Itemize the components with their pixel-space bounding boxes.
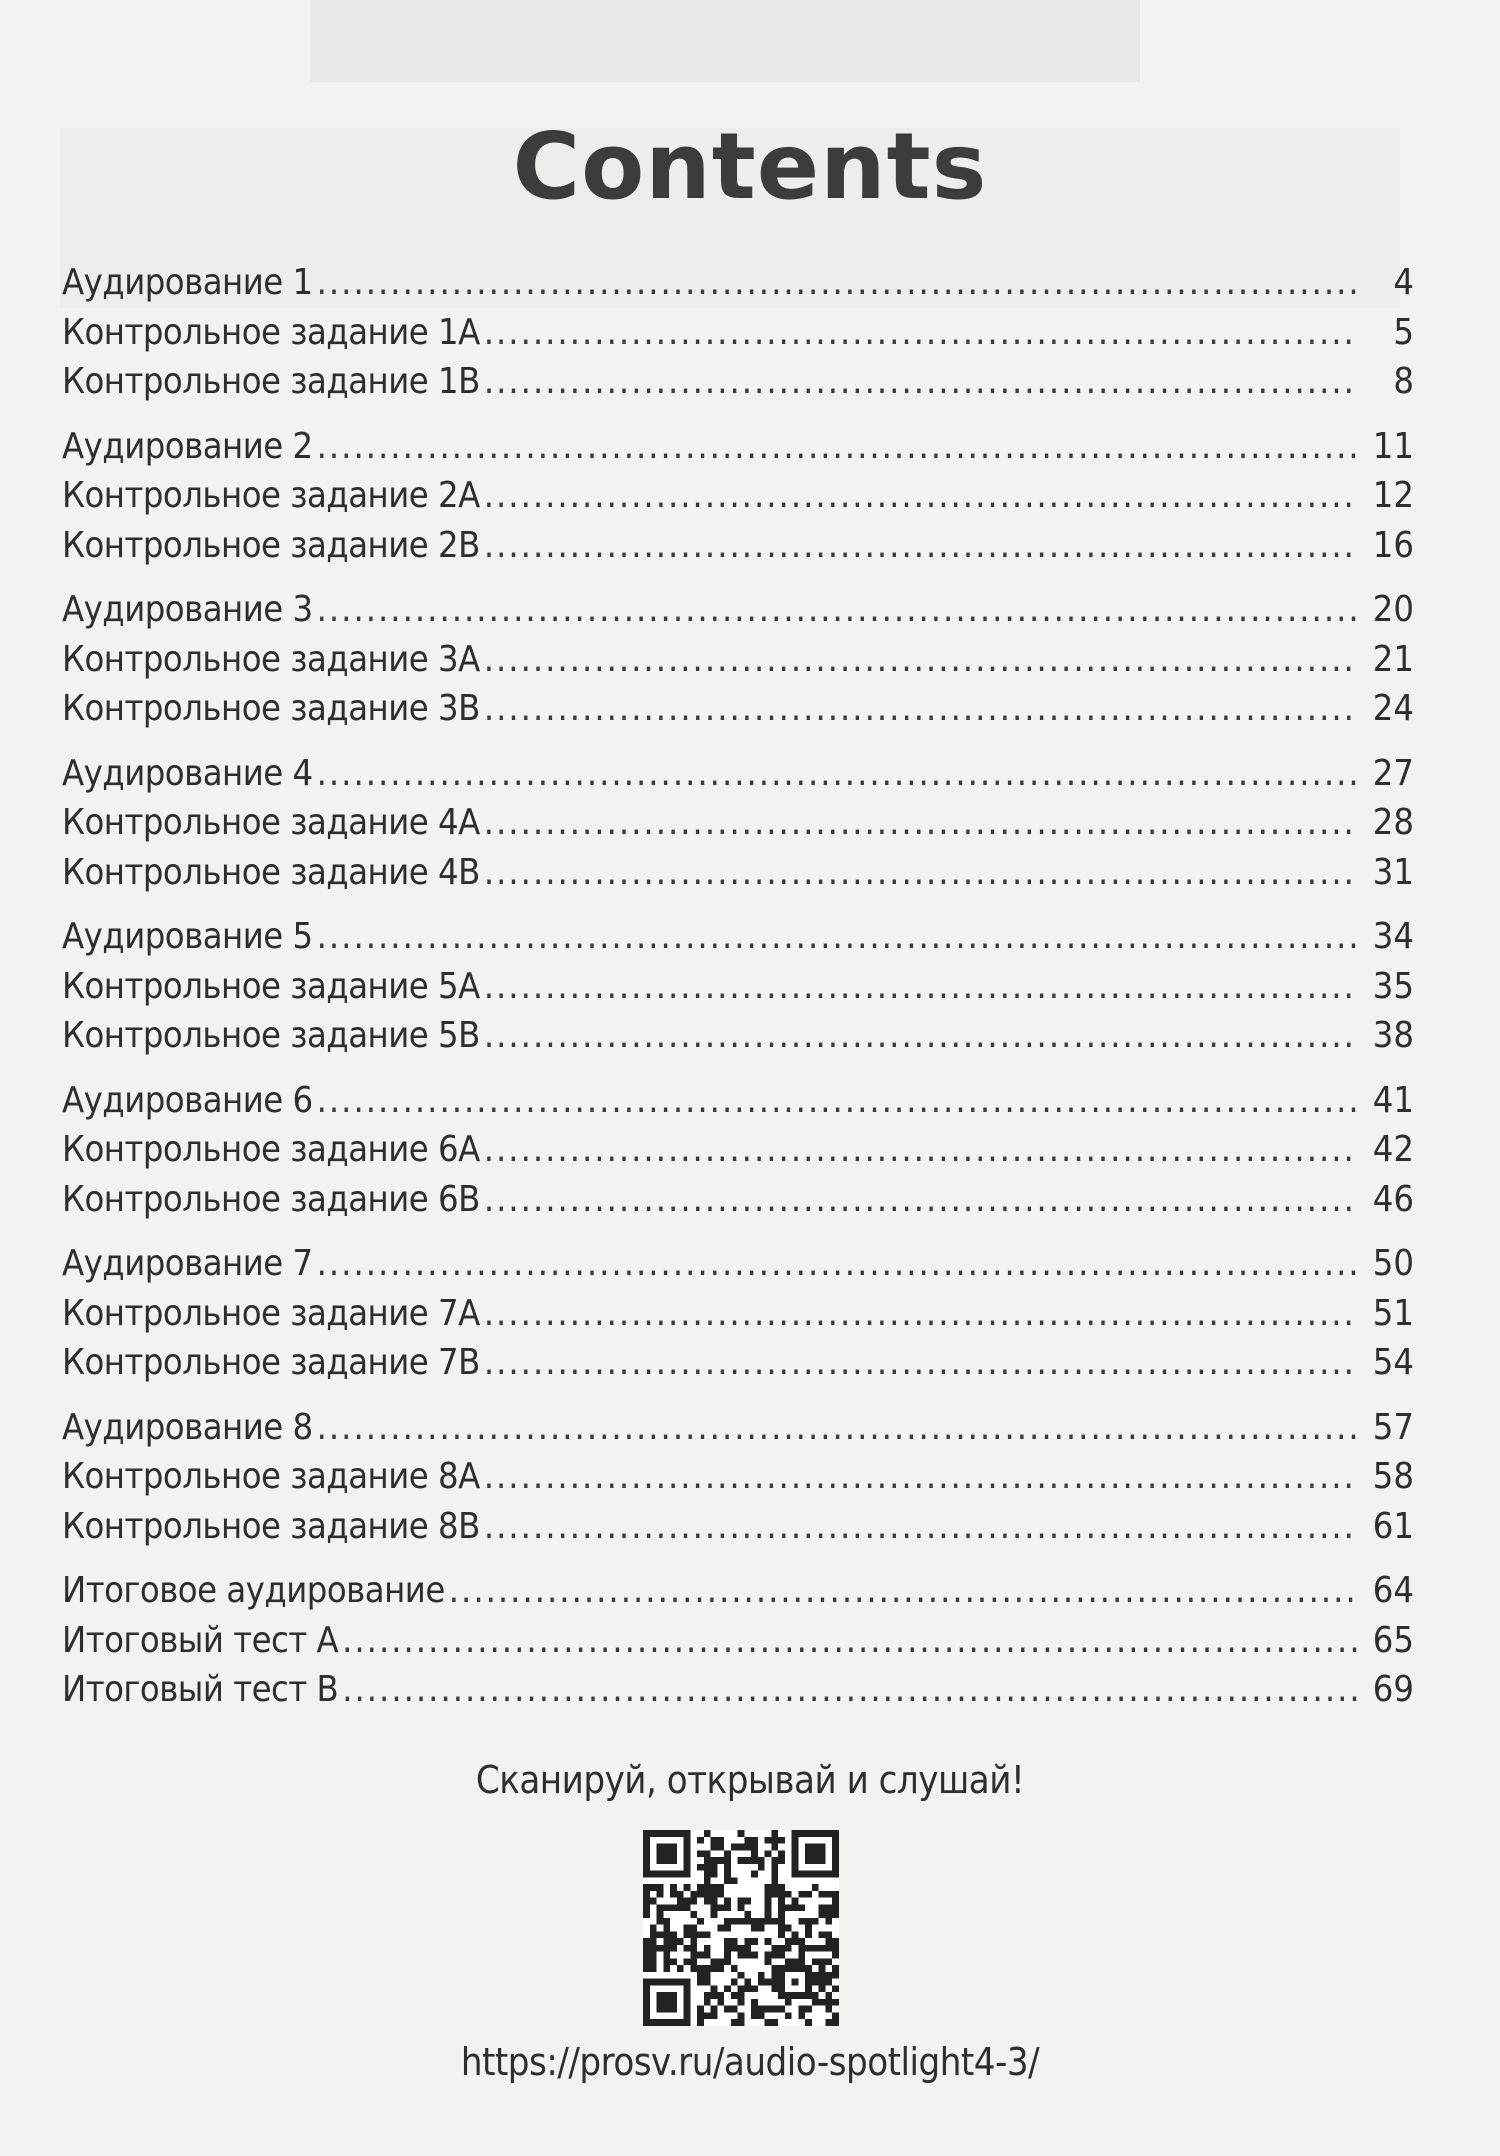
toc-entry-page-number: 51 bbox=[1372, 1292, 1414, 1334]
dot-leader bbox=[484, 361, 1358, 402]
toc-entry[interactable] bbox=[62, 1407, 1414, 1457]
scan-instruction: Сканируй, открывай и слушай! bbox=[475, 1758, 1025, 1802]
toc-entry[interactable] bbox=[62, 688, 1414, 738]
dot-leader bbox=[484, 966, 1358, 1007]
toc-entry[interactable] bbox=[62, 312, 1414, 362]
toc-group bbox=[62, 916, 1414, 1065]
dot-leader bbox=[484, 688, 1358, 729]
dot-leader bbox=[317, 1243, 1358, 1284]
toc-group bbox=[62, 753, 1414, 902]
dot-leader bbox=[484, 802, 1358, 843]
toc-group bbox=[62, 589, 1414, 738]
toc-entry-page-number: 27 bbox=[1372, 752, 1414, 794]
toc-group bbox=[62, 1243, 1414, 1392]
toc-entry[interactable] bbox=[62, 525, 1414, 575]
dot-leader bbox=[317, 589, 1358, 630]
toc-entry-page-number: 8 bbox=[1393, 361, 1414, 402]
toc-entry-title: Аудирование 8 bbox=[62, 1406, 313, 1448]
toc-entry-page-number: 4 bbox=[1393, 262, 1414, 303]
toc-entry-title: Контрольное задание 1B bbox=[62, 361, 480, 402]
dot-leader bbox=[317, 426, 1358, 467]
toc-group bbox=[62, 1407, 1414, 1556]
toc-entry-page-number: 50 bbox=[1372, 1243, 1414, 1284]
toc-entry[interactable] bbox=[62, 1243, 1414, 1293]
qr-code-icon[interactable] bbox=[643, 1830, 839, 2026]
toc-entry-title: Контрольное задание 8A bbox=[62, 1456, 480, 1497]
toc-entry-page-number: 65 bbox=[1372, 1619, 1414, 1661]
toc-entry-title: Контрольное задание 6A bbox=[62, 1129, 480, 1170]
toc-entry[interactable] bbox=[62, 1129, 1414, 1179]
toc-entry-page-number: 16 bbox=[1372, 524, 1414, 566]
dot-leader bbox=[317, 753, 1358, 794]
toc-entry[interactable] bbox=[62, 639, 1414, 689]
toc-entry-title: Контрольное задание 3B bbox=[62, 688, 480, 729]
toc-entry-title: Итоговое аудирование bbox=[62, 1570, 445, 1611]
toc-entry-title: Контрольное задание 7B bbox=[62, 1342, 480, 1383]
toc-entry[interactable] bbox=[62, 1456, 1414, 1506]
toc-entry-title: Контрольное задание 4B bbox=[62, 851, 480, 893]
toc-entry-title: Контрольное задание 3A bbox=[62, 638, 480, 680]
dot-leader bbox=[342, 1669, 1358, 1710]
toc-entry[interactable] bbox=[62, 1080, 1414, 1130]
dot-leader bbox=[317, 1407, 1358, 1448]
dot-leader bbox=[484, 1342, 1358, 1383]
dot-leader bbox=[484, 639, 1358, 680]
toc-entry-page-number: 54 bbox=[1372, 1342, 1414, 1383]
toc-entry[interactable] bbox=[62, 475, 1414, 525]
dot-leader bbox=[484, 312, 1358, 353]
toc-entry-page-number: 34 bbox=[1372, 916, 1414, 957]
toc-entry-title: Контрольное задание 2A bbox=[62, 475, 480, 516]
toc-entry[interactable] bbox=[62, 753, 1414, 803]
toc-entry-page-number: 64 bbox=[1372, 1570, 1414, 1611]
toc-entry[interactable] bbox=[62, 1293, 1414, 1343]
toc-entry-title: Контрольное задание 8B bbox=[62, 1505, 480, 1547]
toc-group bbox=[62, 262, 1414, 411]
toc-entry-title: Итоговый тест A bbox=[62, 1619, 339, 1661]
dot-leader bbox=[342, 1620, 1358, 1661]
dot-leader bbox=[484, 475, 1358, 516]
dot-leader bbox=[484, 1129, 1358, 1170]
toc-entry-page-number: 57 bbox=[1372, 1406, 1414, 1448]
toc-entry[interactable] bbox=[62, 1620, 1414, 1670]
dot-leader bbox=[449, 1570, 1358, 1611]
toc-entry-page-number: 61 bbox=[1372, 1505, 1414, 1547]
toc-entry-page-number: 46 bbox=[1372, 1178, 1414, 1220]
toc-entry-page-number: 20 bbox=[1372, 589, 1414, 630]
dot-leader bbox=[484, 1506, 1358, 1547]
toc-entry-page-number: 38 bbox=[1372, 1015, 1414, 1056]
toc-entry-page-number: 24 bbox=[1372, 688, 1414, 729]
toc-entry-page-number: 12 bbox=[1372, 475, 1414, 516]
toc-group bbox=[62, 1080, 1414, 1229]
toc-entry-title: Аудирование 6 bbox=[62, 1079, 313, 1121]
toc-entry[interactable] bbox=[62, 802, 1414, 852]
toc-entry[interactable] bbox=[62, 361, 1414, 411]
toc-group bbox=[62, 1570, 1414, 1719]
dot-leader bbox=[317, 1080, 1358, 1121]
toc-entry-title: Контрольное задание 7A bbox=[62, 1292, 480, 1334]
toc-entry-title: Аудирование 5 bbox=[62, 916, 313, 957]
toc-entry[interactable] bbox=[62, 1506, 1414, 1556]
toc-entry[interactable] bbox=[62, 916, 1414, 966]
toc-entry-page-number: 31 bbox=[1372, 851, 1414, 893]
toc-entry[interactable] bbox=[62, 262, 1414, 312]
toc-entry-title: Аудирование 2 bbox=[62, 425, 313, 467]
toc-entry[interactable] bbox=[62, 1179, 1414, 1229]
toc-entry[interactable] bbox=[62, 852, 1414, 902]
toc-entry[interactable] bbox=[62, 589, 1414, 639]
toc-entry-title: Контрольное задание 5A bbox=[62, 965, 480, 1007]
toc-group bbox=[62, 426, 1414, 575]
toc-entry-title: Контрольное задание 4A bbox=[62, 802, 480, 843]
page-title: Contents bbox=[512, 113, 988, 220]
toc-entry-page-number: 21 bbox=[1372, 638, 1414, 680]
dot-leader bbox=[317, 262, 1358, 303]
toc-entry-title: Контрольное задание 2B bbox=[62, 524, 480, 566]
dot-leader bbox=[484, 1179, 1358, 1220]
toc-entry-page-number: 58 bbox=[1372, 1456, 1414, 1497]
toc-entry[interactable] bbox=[62, 1570, 1414, 1620]
dot-leader bbox=[484, 1456, 1358, 1497]
toc-entry[interactable] bbox=[62, 1669, 1414, 1719]
dot-leader bbox=[484, 852, 1358, 893]
toc-entry[interactable] bbox=[62, 1015, 1414, 1065]
dot-leader bbox=[484, 525, 1358, 566]
toc-entry-title: Аудирование 1 bbox=[62, 262, 313, 303]
dot-leader bbox=[484, 1015, 1358, 1056]
toc-entry[interactable] bbox=[62, 966, 1414, 1016]
audio-url-link[interactable]: https://prosv.ru/audio-spotlight4-3/ bbox=[460, 2040, 1040, 2084]
toc-entry[interactable] bbox=[62, 426, 1414, 476]
toc-entry-title: Контрольное задание 5B bbox=[62, 1015, 480, 1056]
qr-code-graphic bbox=[643, 1830, 839, 2026]
toc-entry-page-number: 42 bbox=[1372, 1129, 1414, 1170]
toc-entry-title: Контрольное задание 1A bbox=[62, 311, 480, 353]
table-of-contents bbox=[62, 262, 1414, 1734]
toc-entry-title: Итоговый тест B bbox=[62, 1669, 339, 1710]
bleed-through-top bbox=[310, 0, 1140, 82]
toc-entry[interactable] bbox=[62, 1342, 1414, 1392]
toc-entry-title: Аудирование 3 bbox=[62, 589, 313, 630]
toc-entry-page-number: 69 bbox=[1372, 1669, 1414, 1710]
toc-entry-page-number: 41 bbox=[1372, 1079, 1414, 1121]
toc-entry-page-number: 35 bbox=[1372, 965, 1414, 1007]
toc-entry-page-number: 28 bbox=[1372, 802, 1414, 843]
toc-entry-title: Аудирование 7 bbox=[62, 1243, 313, 1284]
toc-entry-page-number: 5 bbox=[1393, 311, 1414, 353]
toc-entry-title: Аудирование 4 bbox=[62, 752, 313, 794]
dot-leader bbox=[317, 916, 1358, 957]
toc-entry-page-number: 11 bbox=[1372, 425, 1414, 467]
toc-entry-title: Контрольное задание 6B bbox=[62, 1178, 480, 1220]
dot-leader bbox=[484, 1293, 1358, 1334]
